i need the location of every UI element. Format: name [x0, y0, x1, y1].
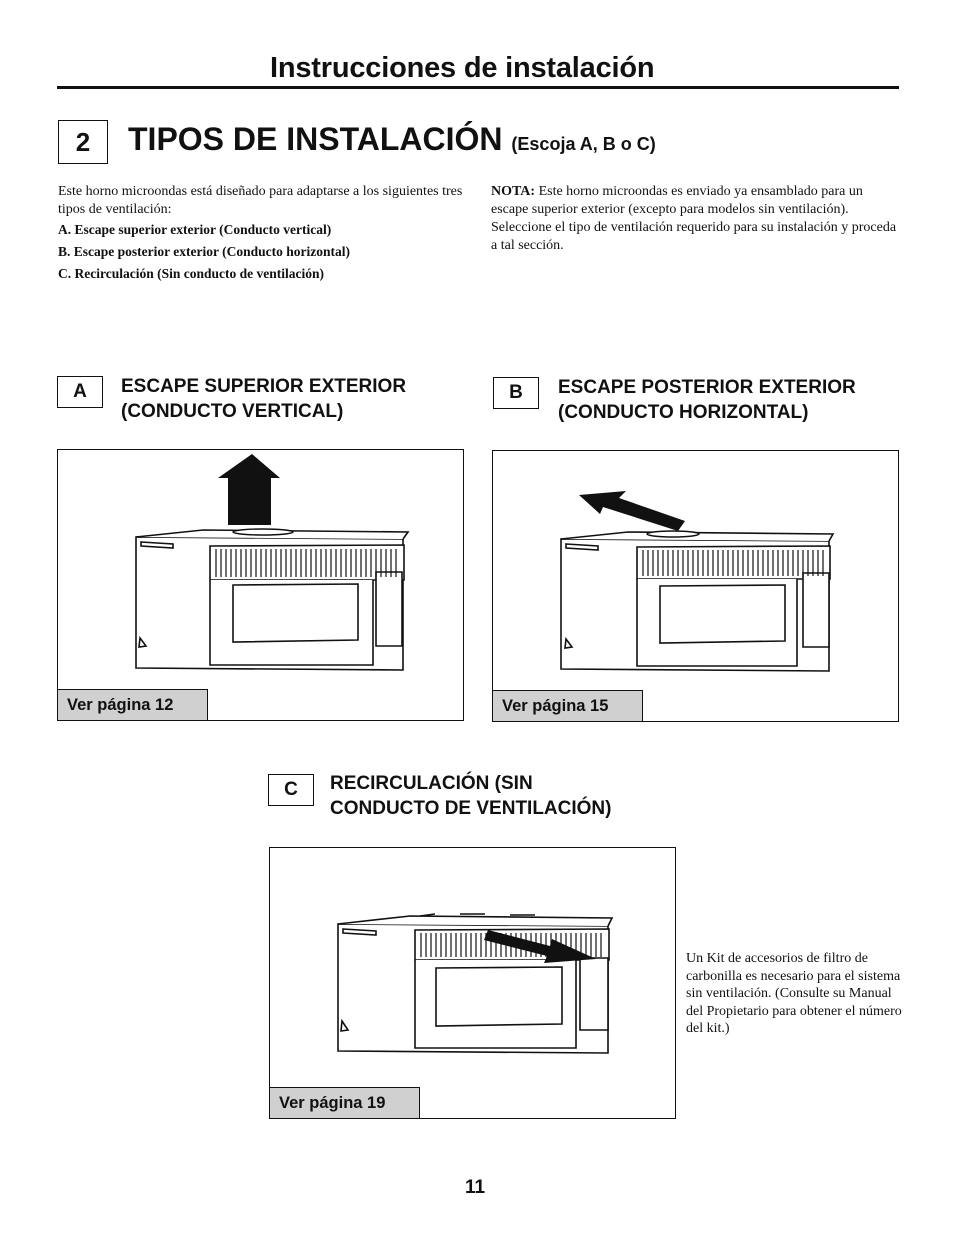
section-title-text: TIPOS DE INSTALACIÓN [128, 121, 503, 157]
section-subtitle: (Escoja A, B o C) [511, 134, 656, 154]
option-a-title-line1: ESCAPE SUPERIOR EXTERIOR [121, 376, 407, 397]
option-c-page-ref[interactable]: Ver página 19 [270, 1087, 420, 1118]
page-number: 11 [465, 1177, 486, 1198]
option-a-illustration-panel [57, 449, 464, 721]
option-b-title-line2: (CONDUCTO HORIZONTAL) [558, 402, 809, 423]
option-a-letter: A [57, 376, 103, 408]
up-arrow-icon [218, 454, 280, 525]
intro-item-b: B. Escape posterior exterior (Conducto horizontal) [58, 244, 350, 259]
option-c-illustration-panel [269, 847, 676, 1119]
option-b-letter: B [493, 377, 539, 409]
intro-paragraph [58, 183, 468, 285]
option-a-title [121, 374, 406, 424]
step-number-box: 2 [58, 120, 108, 164]
option-b-illustration-panel [492, 450, 899, 722]
note-paragraph [491, 183, 901, 255]
microwave-vertical-exhaust-illustration [58, 450, 463, 720]
microwave-recirculation-illustration [270, 848, 675, 1118]
title-rule [57, 86, 899, 89]
rear-arrow-icon [579, 491, 685, 531]
option-b-title [558, 375, 856, 425]
page-title: Instrucciones de instalación [270, 52, 655, 84]
option-c-title-line1: RECIRCULACIÓN (SIN [330, 773, 533, 794]
intro-item-a: A. Escape superior exterior (Conducto vertical) [58, 222, 332, 237]
option-b-page-ref[interactable]: Ver página 15 [493, 690, 643, 721]
option-a-title-line2: (CONDUCTO VERTICAL) [121, 401, 344, 422]
option-c-title [330, 771, 611, 821]
option-c-title-line2: CONDUCTO DE VENTILACIÓN) [330, 798, 612, 819]
kit-note: Un Kit de accesorios de filtro de carbonilla es necesario para el sistema sin ventilación. (Consulte su Manual del Propietario para obtener el número del kit.) [686, 951, 902, 1036]
section-title [128, 121, 656, 158]
note-text: Este horno microondas es enviado ya ensamblado para un escape superior exterior (excepto para modelos sin ventilación). Seleccione el tipo de ventilación requerido para su instalación y proceda a tal sección. [491, 184, 897, 253]
microwave-horizontal-exhaust-illustration [493, 451, 898, 721]
intro-item-c: C. Recirculación (Sin conducto de ventilación) [58, 266, 324, 281]
option-c-letter: C [268, 774, 314, 806]
option-a-page-ref[interactable]: Ver página 12 [58, 689, 208, 720]
option-b-title-line1: ESCAPE POSTERIOR EXTERIOR [558, 377, 856, 398]
note-label: NOTA: [491, 184, 536, 199]
intro-text: Este horno microondas está diseñado para adaptarse a los siguientes tres tipos de ventilación: [58, 184, 463, 217]
